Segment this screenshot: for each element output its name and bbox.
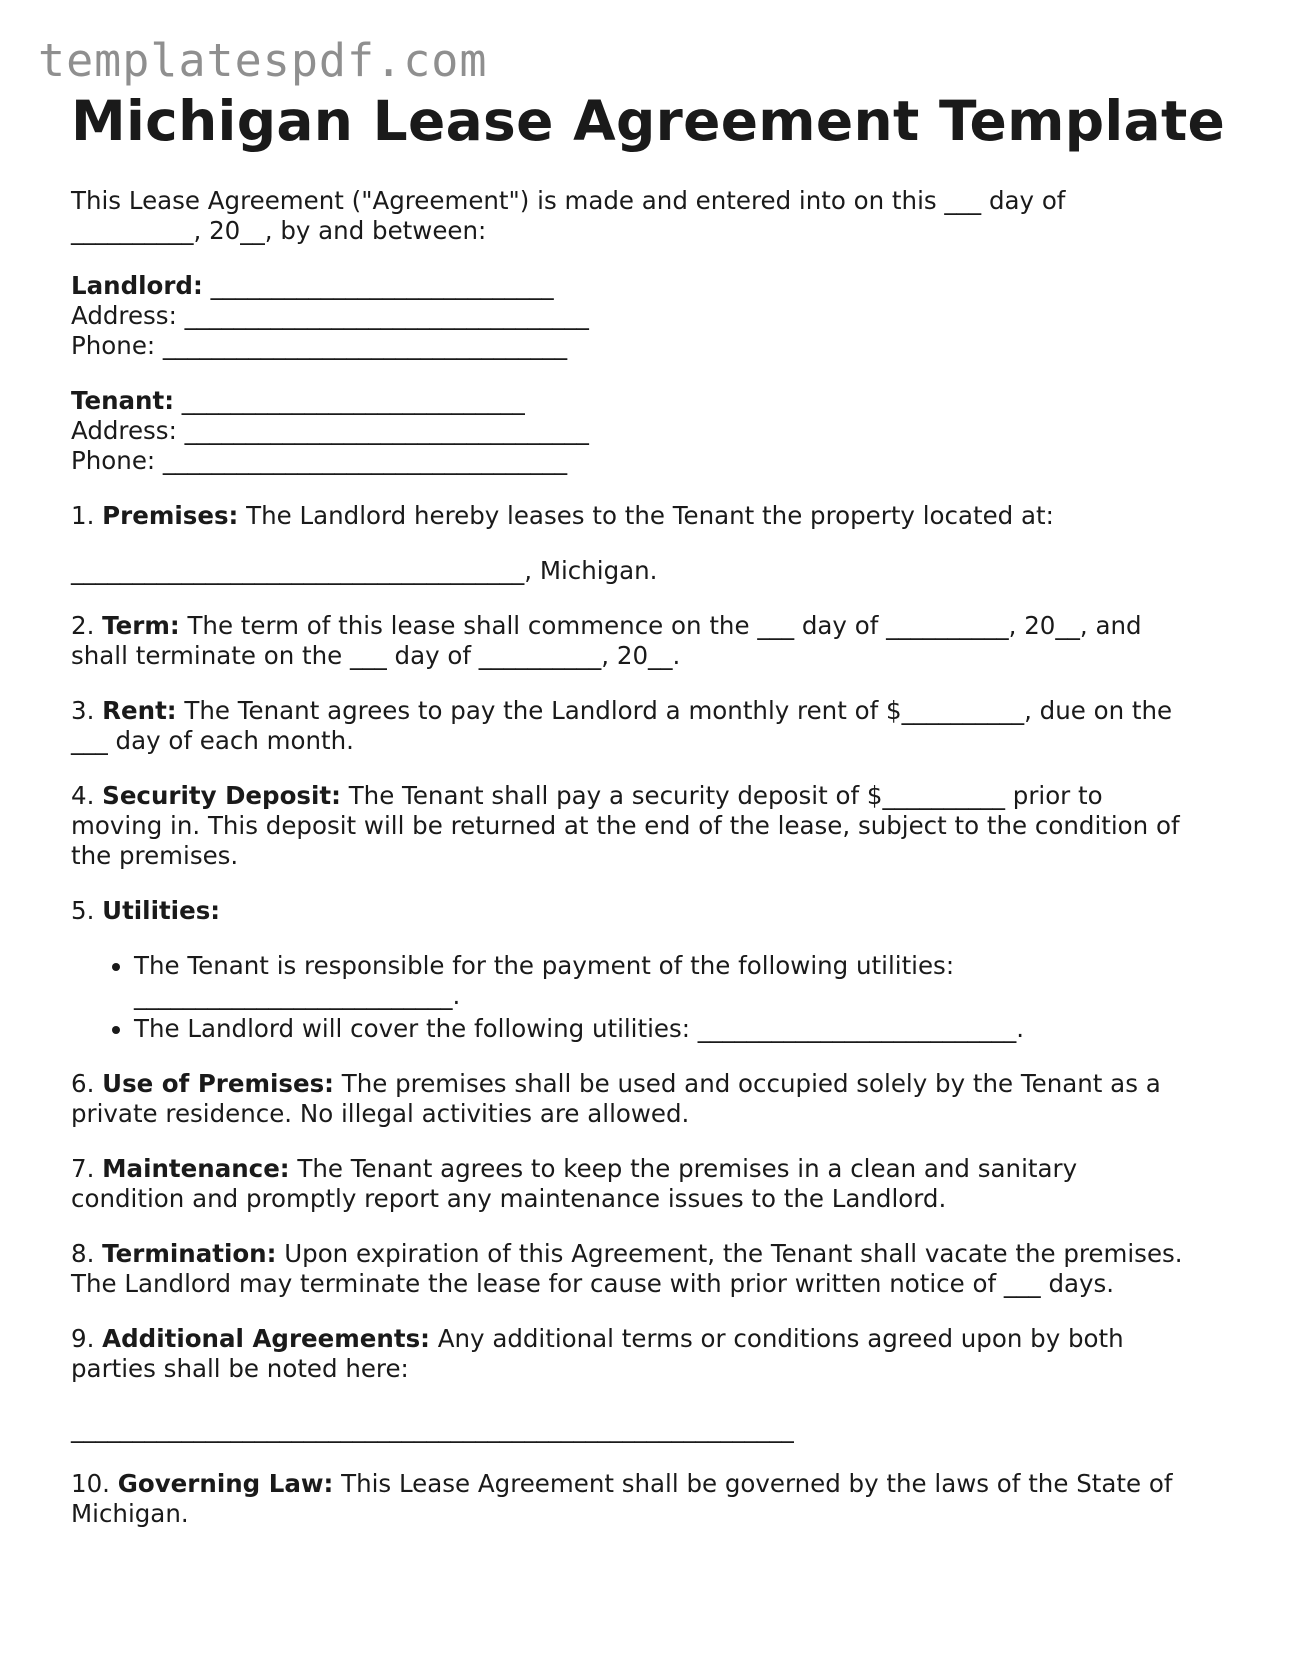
section-additional-agreements [71,1324,1231,1384]
section-number: 6. [71,1069,103,1098]
section-label: Security Deposit: [102,781,341,810]
section-label: Termination: [102,1239,277,1268]
section-text: private residence. No illegal activities are allowed. [71,1099,690,1128]
section-label: Governing Law: [117,1469,334,1498]
section-term [71,611,1231,671]
section-number: 10. [71,1469,118,1498]
intro-line-1: This Lease Agreement ("Agreement") is made and entered into on this ___ day of [71,186,1066,215]
section-number: 4. [71,781,103,810]
section-text: condition and promptly report any maintenance issues to the Landlord. [71,1184,947,1213]
landlord-address-field[interactable]: Address: _________________________________ [71,301,589,330]
landlord-name-field[interactable]: ____________________________ [202,271,554,300]
section-use-of-premises [71,1069,1231,1129]
intro-line-2: __________, 20__, by and between: [71,216,487,245]
landlord-phone-field[interactable]: Phone: _________________________________ [71,331,568,360]
section-text: moving in. This deposit will be returned at the end of the lease, subject to the condition of [71,811,1180,840]
premises-address-line[interactable]: _____________________________________, Michigan. [71,556,658,585]
section-label: Maintenance: [102,1154,290,1183]
section-text: The Tenant agrees to keep the premises in a clean and sanitary [289,1154,1078,1183]
list-item [134,951,1231,1011]
section-text: the premises. [71,841,239,870]
section-text: Michigan. [71,1499,189,1528]
document [71,88,1231,1554]
section-text: The term of this lease shall commence on the ___ day of __________, 20__, and [179,611,1142,640]
section-label: Premises: [102,501,239,530]
utility-tenant-field[interactable]: __________________________. [134,981,461,1010]
section-text: Any additional terms or conditions agreed upon by both [429,1324,1124,1353]
section-number: 5. [71,896,103,925]
section-text: This Lease Agreement shall be governed by the laws of the State of [333,1469,1173,1498]
section-label: Additional Agreements: [102,1324,430,1353]
tenant-phone-field[interactable]: Phone: _________________________________ [71,446,568,475]
additional-agreements-field[interactable]: ___________________________________________________________ [71,1414,794,1443]
section-governing-law [71,1469,1231,1529]
section-text: The premises shall be used and occupied solely by the Tenant as a [333,1069,1161,1098]
page-title: Michigan Lease Agreement Template [71,89,1226,153]
section-number: 1. [71,501,103,530]
utilities-list [71,951,1231,1044]
section-rent [71,696,1231,756]
section-text: The Landlord hereby leases to the Tenant the property located at: [238,501,1054,530]
section-security-deposit [71,781,1231,871]
section-number: 7. [71,1154,103,1183]
section-number: 2. [71,611,103,640]
watermark: templatespdf.com [38,34,488,87]
section-number: 9. [71,1324,103,1353]
section-maintenance [71,1154,1231,1214]
section-termination [71,1239,1231,1299]
section-premises [71,501,1231,531]
landlord-block [71,271,1231,361]
utility-landlord-text: The Landlord will cover the following utilities: __________________________. [134,1014,1025,1043]
list-item [134,1014,1231,1044]
section-text: The Tenant shall pay a security deposit of $__________ prior to [340,781,1103,810]
section-number: 8. [71,1239,103,1268]
tenant-block [71,386,1231,476]
tenant-label: Tenant: [71,386,175,415]
intro-paragraph [71,186,1231,246]
section-text: shall terminate on the ___ day of __________, 20__. [71,641,681,670]
tenant-name-field[interactable]: ____________________________ [174,386,525,415]
section-label: Term: [102,611,180,640]
section-label: Utilities: [102,896,221,925]
section-number: 3. [71,696,103,725]
landlord-label: Landlord: [71,271,203,300]
section-label: Use of Premises: [102,1069,334,1098]
section-text: ___ day of each month. [71,726,354,755]
section-text: The Landlord may terminate the lease for cause with prior written notice of ___ days. [71,1269,1115,1298]
tenant-address-field[interactable]: Address: _________________________________ [71,416,589,445]
section-text: The Tenant agrees to pay the Landlord a monthly rent of $__________, due on the [176,696,1173,725]
section-label: Rent: [102,696,177,725]
section-utilities [71,896,1231,926]
utility-tenant-text: The Tenant is responsible for the payment of the following utilities: [134,951,955,980]
section-text: Upon expiration of this Agreement, the Tenant shall vacate the premises. [276,1239,1183,1268]
section-text: parties shall be noted here: [71,1354,409,1383]
